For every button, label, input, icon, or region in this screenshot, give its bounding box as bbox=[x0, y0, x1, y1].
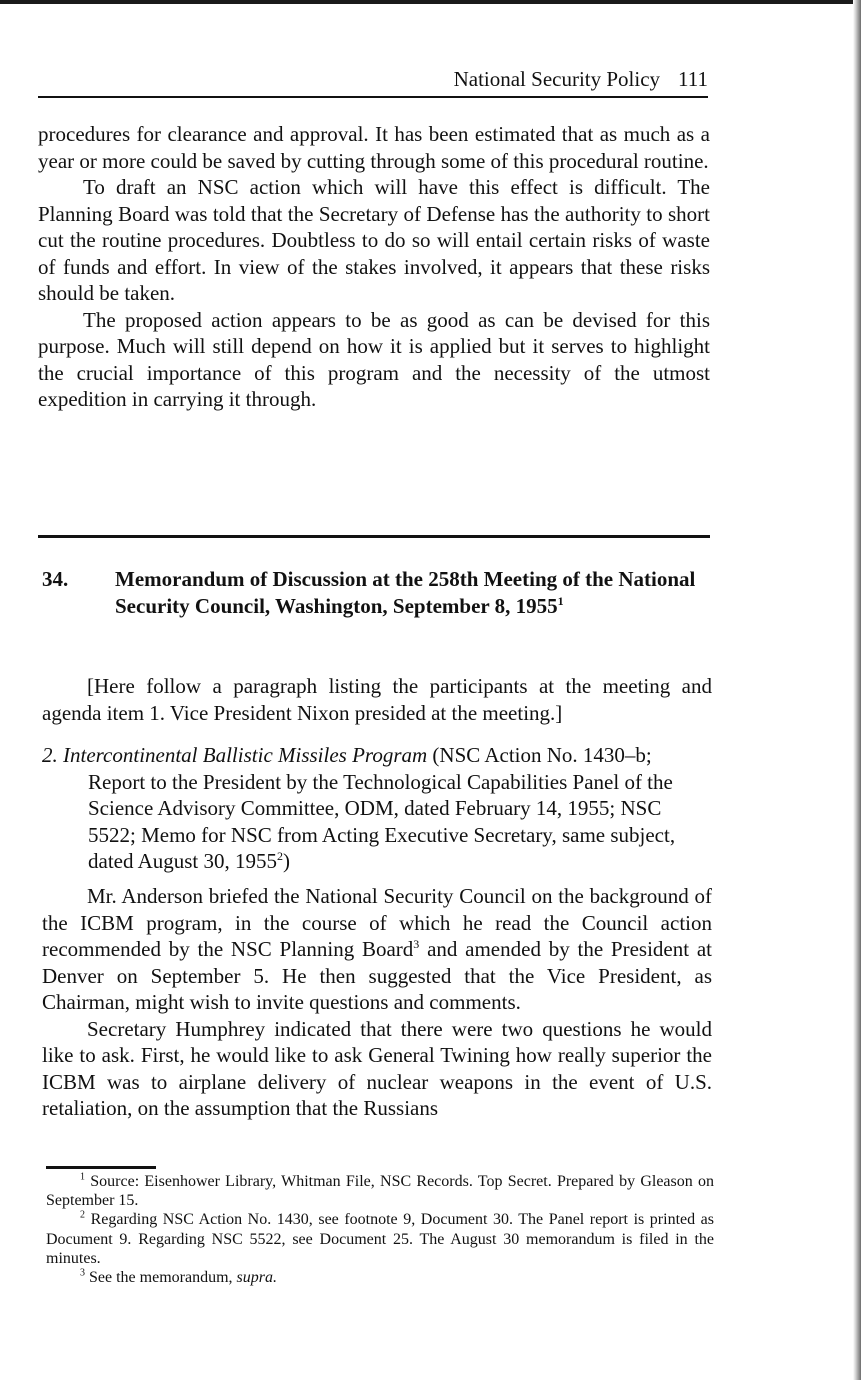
paragraph bbox=[42, 883, 712, 1016]
paragraph-text: Mr. Anderson briefed the National Security Council on the background of the ICBM program, in the course of which he read the Council action recommended by the NSC Planning Board bbox=[42, 884, 712, 961]
agenda-item-2 bbox=[42, 742, 712, 875]
paragraph: [Here follow a paragraph listing the participants at the meeting and agenda item 1. Vice President Nixon presided at the meeting.] bbox=[42, 674, 712, 725]
footnote-ref: 3 bbox=[413, 937, 420, 951]
footnote-rule bbox=[46, 1166, 156, 1169]
document-number: 34. bbox=[42, 567, 69, 591]
document-heading bbox=[42, 566, 712, 620]
footnote-marker: 3 bbox=[80, 1267, 85, 1279]
paragraph-text: and amended by the President at Denver on September 5. He then suggested that the Vice President, as Chairman, might wish to invite questions and comments. bbox=[42, 937, 712, 1014]
page-edge-shadow bbox=[853, 0, 861, 1380]
agenda-item-closing: ) bbox=[283, 849, 290, 873]
paragraph: Secretary Humphrey indicated that there were two questions he would like to ask. First, he would like to ask General Twining how really superior the ICBM was to airplane delivery of nuclear weapons in the event of U.S. retaliation, on the assumption that the Russians bbox=[42, 1016, 712, 1120]
section-divider bbox=[38, 535, 710, 538]
intro-text bbox=[38, 121, 710, 413]
footnote bbox=[46, 1172, 714, 1210]
footnote-italic: supra. bbox=[236, 1269, 277, 1287]
top-border bbox=[0, 0, 861, 4]
footnote-ref: 2 bbox=[277, 849, 283, 863]
agenda-item-text: (NSC Action No. 1430–b; Report to the President by the Technological Capabilities Panel of the Science Advisory Committee, ODM, dated February 14, 1955; NSC 5522; Memo for NSC from Acting Executive Secretary, same subject, dated August 30, 1955 bbox=[88, 743, 676, 873]
footnote-marker: 1 bbox=[80, 1171, 85, 1183]
running-head bbox=[38, 64, 708, 98]
paragraph: To draft an NSC action which will have this effect is difficult. The Planning Board was told that the Secretary of Defense has the authority to short cut the routine procedures. Doubtless to do so will entail certain risks of waste of funds and effort. In view of the stakes involved, it appears that these risks should be taken. bbox=[38, 175, 710, 305]
discussion-text bbox=[42, 883, 712, 1122]
footnote-text: See the memorandum, bbox=[89, 1269, 233, 1287]
paragraph: The proposed action appears to be as good as can be devised for this purpose. Much will still depend on how it is applied but it serves to highlight the crucial importance of this program and the necessity of the utmost expedition in carrying it through. bbox=[38, 307, 710, 411]
document-title-wrap bbox=[115, 566, 712, 620]
paragraph: procedures for clearance and approval. It has been estimated that as much as a year or more could be saved by cutting through some of this procedural routine. bbox=[38, 122, 710, 173]
agenda-item-label: 2. Intercontinental Ballistic Missiles Program bbox=[42, 743, 428, 767]
footnote-ref: 1 bbox=[557, 594, 564, 608]
footnotes bbox=[46, 1172, 714, 1287]
footnote-marker: 2 bbox=[80, 1210, 85, 1222]
footnote bbox=[46, 1210, 714, 1268]
footnote bbox=[46, 1268, 714, 1287]
running-title: National Security Policy bbox=[453, 67, 661, 91]
page-number: 111 bbox=[678, 67, 708, 91]
footnote-text: Source: Eisenhower Library, Whitman File, NSC Records. Top Secret. Prepared by Gleason on September 15. bbox=[46, 1173, 715, 1210]
agenda-item-paragraph bbox=[42, 742, 712, 875]
editorial-note bbox=[42, 673, 712, 726]
document-title: Memorandum of Discussion at the 258th Meeting of the National Security Council, Washington, September 8, 1955 bbox=[115, 567, 696, 618]
footnote-text: Regarding NSC Action No. 1430, see footnote 9, Document 30. The Panel report is printed as Document 9. Regarding NSC 5522, see Document 25. The August 30 memorandum is filed in the minutes. bbox=[46, 1211, 715, 1267]
